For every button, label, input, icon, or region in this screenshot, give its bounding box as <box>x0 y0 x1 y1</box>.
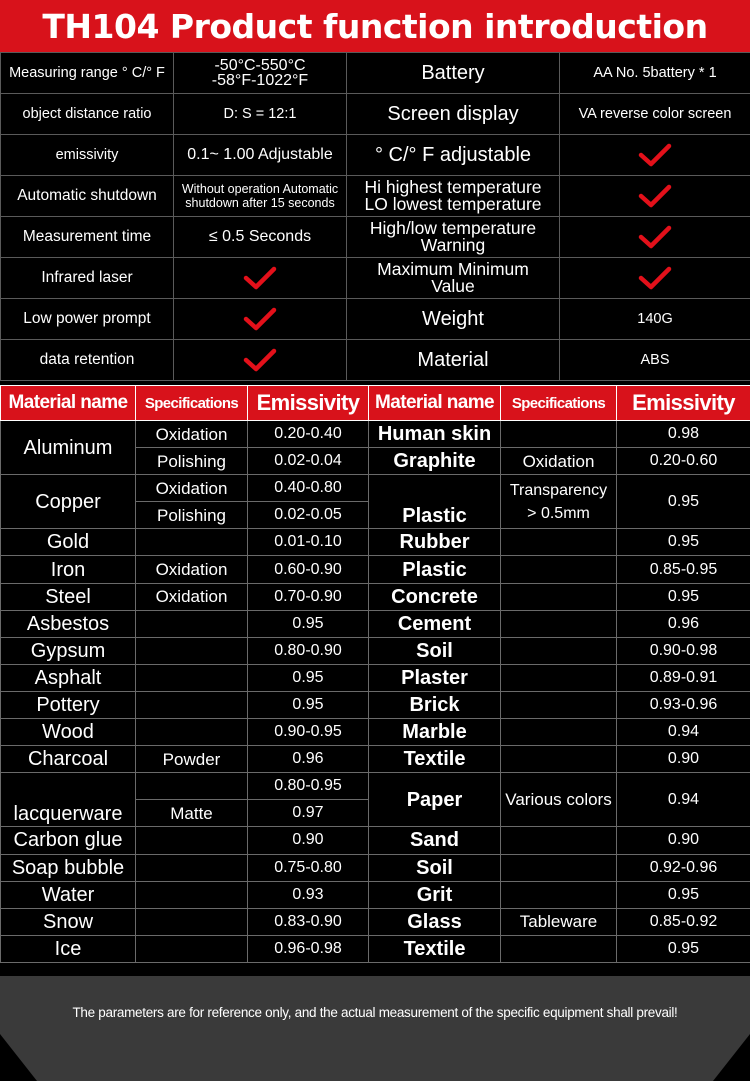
material-name: Marble <box>369 719 501 746</box>
material-emissivity: 0.70-0.90 <box>248 583 369 610</box>
material-spec <box>501 421 617 448</box>
spec-value: AA No. 5battery * 1 <box>560 53 750 94</box>
spec-value <box>560 258 750 299</box>
material-emissivity: 0.85-0.92 <box>617 908 750 935</box>
material-emissivity: 0.02-0.04 <box>248 448 369 475</box>
spec-value <box>174 176 347 217</box>
spec-label: Material <box>347 340 560 381</box>
spec-line: Transparency <box>509 481 608 499</box>
material-name: Steel <box>1 583 136 610</box>
material-emissivity: 0.93-0.96 <box>617 691 750 718</box>
table-row <box>1 773 750 800</box>
material-name: lacquerware <box>1 773 136 827</box>
material-name: Ice <box>1 935 136 962</box>
spec-row <box>1 217 750 258</box>
material-name: Soap bubble <box>1 854 136 881</box>
material-spec <box>136 719 248 746</box>
material-name: Soil <box>369 854 501 881</box>
spec-line: > 0.5mm <box>527 504 590 522</box>
spec-label: Low power prompt <box>1 299 174 340</box>
title-banner <box>0 0 750 52</box>
material-spec <box>501 854 617 881</box>
material-emissivity: 0.95 <box>617 529 750 556</box>
header-specifications: Specifications <box>136 386 248 421</box>
material-name: Paper <box>369 773 501 827</box>
spec-row <box>1 53 750 94</box>
check-icon <box>638 184 672 208</box>
table-row <box>1 556 750 583</box>
check-icon <box>638 225 672 249</box>
material-emissivity: 0.01-0.10 <box>248 529 369 556</box>
material-spec: Oxidation <box>136 583 248 610</box>
spec-value <box>174 53 347 94</box>
material-name: Gold <box>1 529 136 556</box>
material-emissivity: 0.95 <box>248 664 369 691</box>
header-material-name: Material name <box>1 386 136 421</box>
spec-row <box>1 135 750 176</box>
material-emissivity: 0.95 <box>248 691 369 718</box>
spec-label: data retention <box>1 340 174 381</box>
spec-value <box>174 299 347 340</box>
spec-label <box>347 258 560 299</box>
spec-row <box>1 299 750 340</box>
material-spec <box>501 583 617 610</box>
material-spec <box>136 637 248 664</box>
spec-value: D: S = 12:1 <box>174 94 347 135</box>
material-spec <box>501 664 617 691</box>
material-emissivity: 0.83-0.90 <box>248 908 369 935</box>
header-emissivity: Emissivity <box>617 386 750 421</box>
material-emissivity: 0.95 <box>617 583 750 610</box>
material-spec <box>136 854 248 881</box>
material-spec: Tableware <box>501 908 617 935</box>
spec-row <box>1 176 750 217</box>
material-spec <box>501 881 617 908</box>
material-emissivity: 0.89-0.91 <box>617 664 750 691</box>
spec-value <box>560 217 750 258</box>
material-emissivity: 0.92-0.96 <box>617 854 750 881</box>
range-celsius: -50°C-550°C <box>214 56 306 74</box>
material-emissivity: 0.80-0.95 <box>248 773 369 800</box>
header-emissivity: Emissivity <box>248 386 369 421</box>
material-emissivity: 0.90 <box>248 827 369 854</box>
spec-row <box>1 94 750 135</box>
material-name: Plaster <box>369 664 501 691</box>
material-name: Copper <box>1 475 136 529</box>
material-emissivity: 0.94 <box>617 719 750 746</box>
table-row <box>1 610 750 637</box>
material-name: Asbestos <box>1 610 136 637</box>
footer-background <box>0 976 750 1081</box>
material-name: Water <box>1 881 136 908</box>
material-spec <box>501 475 617 529</box>
material-spec <box>501 556 617 583</box>
footer-panel <box>0 976 750 1081</box>
material-spec: Oxidation <box>136 556 248 583</box>
material-spec <box>501 746 617 773</box>
material-emissivity: 0.98 <box>617 421 750 448</box>
material-name: Aluminum <box>1 421 136 475</box>
lo-label: LO lowest temperature <box>364 194 542 214</box>
spec-value <box>560 135 750 176</box>
spec-label <box>347 217 560 258</box>
material-name: Glass <box>369 908 501 935</box>
spec-value: 140G <box>560 299 750 340</box>
range-fahrenheit: -58°F-1022°F <box>211 72 309 89</box>
material-name: Charcoal <box>1 746 136 773</box>
material-emissivity: 0.90 <box>617 746 750 773</box>
material-emissivity: 0.60-0.90 <box>248 556 369 583</box>
table-row <box>1 935 750 962</box>
spec-label: Infrared laser <box>1 258 174 299</box>
material-spec: Powder <box>136 746 248 773</box>
table-row <box>1 637 750 664</box>
material-name: Sand <box>369 827 501 854</box>
check-icon <box>638 143 672 167</box>
material-name: Iron <box>1 556 136 583</box>
material-name: Textile <box>369 935 501 962</box>
material-name: Human skin <box>369 421 501 448</box>
material-name: Gypsum <box>1 637 136 664</box>
material-emissivity: 0.96-0.98 <box>248 935 369 962</box>
function-table <box>0 52 750 381</box>
spec-row <box>1 340 750 381</box>
material-name: Wood <box>1 719 136 746</box>
check-icon <box>243 307 277 331</box>
emissivity-header-row <box>1 386 750 421</box>
spec-value <box>174 258 347 299</box>
spec-label: Weight <box>347 299 560 340</box>
material-spec <box>136 664 248 691</box>
material-emissivity: 0.96 <box>248 746 369 773</box>
spec-label: Automatic shutdown <box>1 176 174 217</box>
material-emissivity: 0.93 <box>248 881 369 908</box>
material-name: Brick <box>369 691 501 718</box>
table-row <box>1 908 750 935</box>
shutdown-line: shutdown after 15 seconds <box>185 196 335 210</box>
material-emissivity: 0.95 <box>617 881 750 908</box>
table-row <box>1 827 750 854</box>
spec-label: Screen display <box>347 94 560 135</box>
header-specifications: Specifications <box>501 386 617 421</box>
table-row <box>1 691 750 718</box>
material-emissivity: 0.02-0.05 <box>248 502 369 529</box>
material-spec <box>501 610 617 637</box>
table-row <box>1 529 750 556</box>
table-row <box>1 664 750 691</box>
material-emissivity: 0.20-0.60 <box>617 448 750 475</box>
table-row <box>1 719 750 746</box>
spec-value: ≤ 0.5 Seconds <box>174 217 347 258</box>
material-spec: Oxidation <box>501 448 617 475</box>
table-row <box>1 854 750 881</box>
header-material-name: Material name <box>369 386 501 421</box>
material-spec <box>136 827 248 854</box>
check-icon <box>638 266 672 290</box>
material-emissivity: 0.40-0.80 <box>248 475 369 502</box>
check-icon <box>243 348 277 372</box>
spec-label: Measuring range ° C/° F <box>1 53 174 94</box>
material-name: Textile <box>369 746 501 773</box>
material-emissivity: 0.90 <box>617 827 750 854</box>
spec-label <box>347 176 560 217</box>
hi-label: Hi highest temperature <box>364 177 542 198</box>
material-emissivity: 0.96 <box>617 610 750 637</box>
material-name: Grit <box>369 881 501 908</box>
footer-note: The parameters are for reference only, and the actual measurement of the specific equipment shall prevail! <box>72 1005 678 1020</box>
material-emissivity: 0.94 <box>617 773 750 827</box>
spec-label: Measurement time <box>1 217 174 258</box>
material-spec <box>501 719 617 746</box>
material-spec <box>501 529 617 556</box>
spec-label: emissivity <box>1 135 174 176</box>
shutdown-line: Without operation Automatic <box>181 181 339 196</box>
spec-value: ABS <box>560 340 750 381</box>
material-name: Plastic <box>369 475 501 529</box>
spec-value <box>174 340 347 381</box>
material-emissivity: 0.85-0.95 <box>617 556 750 583</box>
spec-value: 0.1~ 1.00 Adjustable <box>174 135 347 176</box>
material-spec <box>136 881 248 908</box>
material-emissivity: 0.97 <box>248 800 369 827</box>
spec-label: ° C/° F adjustable <box>347 135 560 176</box>
material-name: Rubber <box>369 529 501 556</box>
material-name: Pottery <box>1 691 136 718</box>
table-row <box>1 583 750 610</box>
material-spec <box>501 935 617 962</box>
material-emissivity: 0.90-0.98 <box>617 637 750 664</box>
material-spec <box>136 691 248 718</box>
material-spec: Matte <box>136 800 248 827</box>
material-spec <box>136 610 248 637</box>
material-name: Carbon glue <box>1 827 136 854</box>
spec-label: object distance ratio <box>1 94 174 135</box>
material-spec <box>136 529 248 556</box>
table-row <box>1 746 750 773</box>
material-spec <box>501 691 617 718</box>
maxmin-line: Maximum Minimum <box>377 259 529 280</box>
material-spec <box>136 935 248 962</box>
table-row <box>1 881 750 908</box>
table-row <box>1 475 750 502</box>
material-spec <box>136 773 248 800</box>
material-spec <box>501 827 617 854</box>
material-name: Cement <box>369 610 501 637</box>
material-spec: Polishing <box>136 448 248 475</box>
spec-value: VA reverse color screen <box>560 94 750 135</box>
material-name: Plastic <box>369 556 501 583</box>
spec-label: Battery <box>347 53 560 94</box>
material-emissivity: 0.95 <box>617 935 750 962</box>
table-row <box>1 421 750 448</box>
page-title: TH104 Product function introduction <box>42 6 708 46</box>
warning-line: High/low temperature <box>369 218 537 239</box>
material-spec: Various colors <box>501 773 617 827</box>
material-spec <box>136 908 248 935</box>
spec-row <box>1 258 750 299</box>
material-name: Soil <box>369 637 501 664</box>
material-emissivity: 0.75-0.80 <box>248 854 369 881</box>
material-name: Snow <box>1 908 136 935</box>
material-spec: Oxidation <box>136 421 248 448</box>
material-emissivity: 0.20-0.40 <box>248 421 369 448</box>
material-spec <box>501 637 617 664</box>
maxmin-line: Value <box>431 276 475 296</box>
check-icon <box>243 266 277 290</box>
material-emissivity: 0.90-0.95 <box>248 719 369 746</box>
material-spec: Oxidation <box>136 475 248 502</box>
emissivity-table <box>0 385 750 963</box>
material-emissivity: 0.95 <box>248 610 369 637</box>
material-emissivity: 0.80-0.90 <box>248 637 369 664</box>
material-name: Concrete <box>369 583 501 610</box>
material-spec: Polishing <box>136 502 248 529</box>
material-name: Asphalt <box>1 664 136 691</box>
material-name: Graphite <box>369 448 501 475</box>
warning-line: Warning <box>420 235 486 255</box>
material-emissivity: 0.95 <box>617 475 750 529</box>
spec-value <box>560 176 750 217</box>
